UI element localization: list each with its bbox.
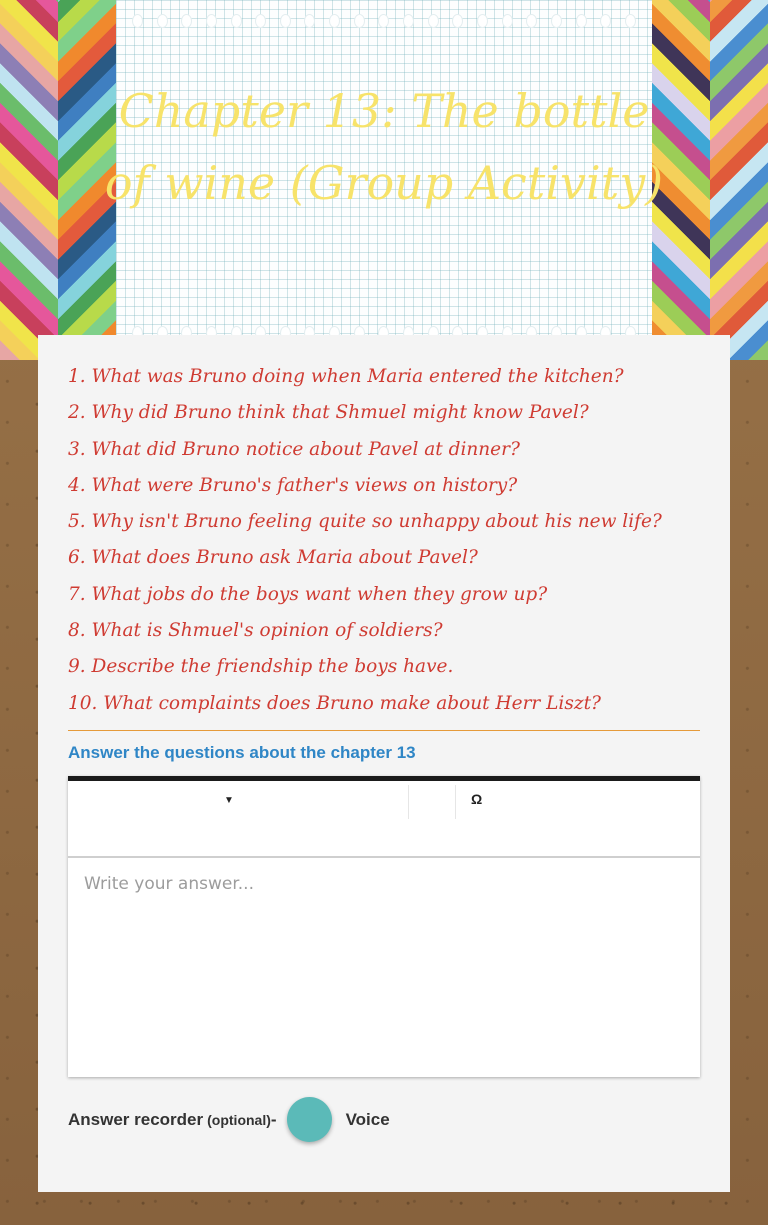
answer-editor [68, 776, 700, 1077]
format-dropdown-caret-icon[interactable]: ▼ [224, 795, 234, 806]
question-item: 2. Why did Bruno think that Shmuel might know Pavel? [68, 402, 589, 424]
recorder-optional: (optional) [207, 1111, 271, 1128]
question-item: 6. What does Bruno ask Maria about Pavel? [68, 547, 478, 569]
voice-label[interactable]: Voice [345, 1109, 390, 1129]
chevron-pattern [710, 0, 768, 360]
paper-holes [132, 14, 636, 28]
record-voice-button[interactable] [287, 1097, 332, 1142]
chevron-pattern [0, 0, 58, 360]
question-item: 9. Describe the friendship the boys have. [68, 656, 454, 678]
question-item: 10. What complaints does Bruno make about Herr Liszt? [68, 692, 601, 714]
divider [68, 730, 700, 731]
editor-toolbar [68, 781, 700, 858]
worksheet-card [38, 335, 730, 1192]
answer-input[interactable] [68, 858, 700, 1073]
question-item: 7. What jobs do the boys want when they grow up? [68, 583, 548, 605]
question-item: 8. What is Shmuel's opinion of soldiers? [68, 620, 443, 642]
question-item: 3. What did Bruno notice about Pavel at dinner? [68, 438, 520, 460]
page-title: Chapter 13: The bottle of wine (Group Activity) [104, 84, 664, 210]
toolbar-separator [455, 785, 456, 819]
header-banner [0, 0, 768, 360]
question-list [38, 335, 730, 722]
answer-recorder [68, 1097, 390, 1142]
toolbar-separator [408, 785, 409, 819]
recorder-label: Answer recorder [68, 1109, 204, 1129]
answer-prompt: Answer the questions about the chapter 13 [68, 742, 416, 762]
recorder-dash: - [270, 1109, 277, 1129]
question-item: 1. What was Bruno doing when Maria entered the kitchen? [68, 366, 624, 387]
question-item: 5. Why isn't Bruno feeling quite so unhappy about his new life? [68, 511, 662, 533]
question-item: 4. What were Bruno's father's views on history? [68, 474, 518, 496]
special-character-button[interactable]: Ω [471, 791, 483, 807]
